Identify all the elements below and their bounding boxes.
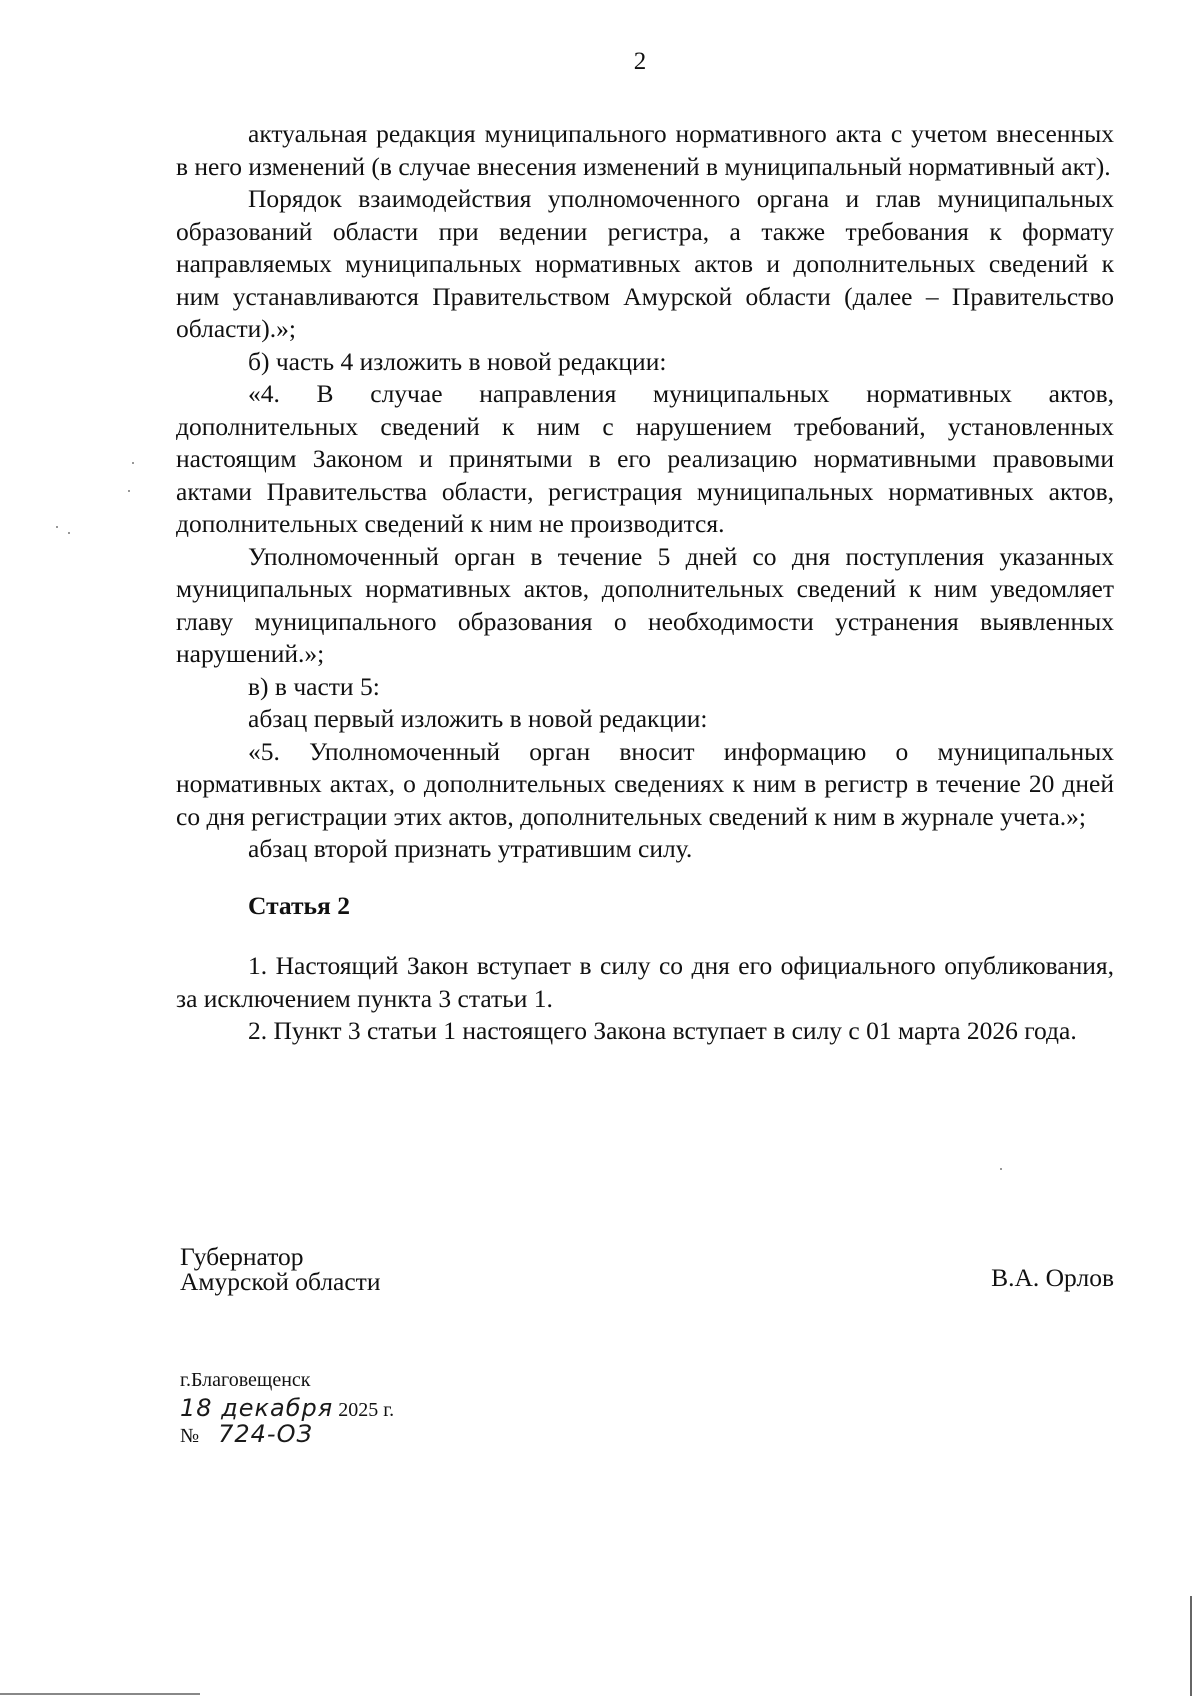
number-line <box>180 1422 394 1448</box>
article-2-paragraph: 2. Пункт 3 статьи 1 настоящего Закона вступает в силу с 01 марта 2026 года. <box>248 1016 1077 1045</box>
paragraph: абзац первый изложить в новой редакции: <box>248 704 708 733</box>
article-2-heading: Статья 2 <box>248 890 350 920</box>
document-body <box>176 118 1114 1048</box>
signature-title <box>180 1244 380 1294</box>
number-sign: № <box>180 1425 200 1447</box>
place-date-number <box>180 1368 394 1448</box>
paragraph: б) часть 4 изложить в новой редакции: <box>248 346 667 376</box>
scan-speck <box>128 490 130 492</box>
handwritten-number: 724-ОЗ <box>218 1420 313 1448</box>
article-2-paragraph: 1. Настоящий Закон вступает в силу со дня его официального опубликования, за исключением пункта 3 статьи 1. <box>176 951 1114 1013</box>
paragraph: актуальная редакция муниципального нормативного акта с учетом внесенных в него изменений (в случае внесения изменений в муниципальный нормативный акт). <box>176 119 1114 181</box>
signature-title-line1: Губернатор <box>180 1242 304 1271</box>
date-line <box>180 1396 394 1422</box>
scan-bottom-mark <box>0 1693 200 1695</box>
paragraph: абзац второй признать утратившим силу. <box>248 834 693 863</box>
year: 2025 г. <box>338 1399 395 1421</box>
city: г.Благовещенск <box>180 1369 311 1391</box>
scan-speck <box>68 532 70 534</box>
paragraph: Уполномоченный орган в течение 5 дней со дня поступления указанных муниципальных нормативных актов, дополнительных сведений к ним уведомляет главу муниципального образования о необходимости устранения выявленных нарушений.»; <box>176 541 1114 668</box>
scan-speck <box>56 526 58 528</box>
paragraph: «4. В случае направления муниципальных нормативных актов, дополнительных сведений к ним с нарушением требований, установленных настоящим Законом и принятыми в его реализацию нормативными правовыми актами Правительства области, регистрация муниципальных нормативных актов, дополнительных сведений к ним не производится. <box>176 379 1114 538</box>
spacer <box>176 922 1114 950</box>
signature-name: В.А. Орлов <box>991 1263 1114 1292</box>
scan-speck <box>1000 1168 1002 1170</box>
paragraph: «5. Уполномоченный орган вносит информацию о муниципальных нормативных актах, о дополнительных сведениях к ним в регистр в течение 20 дней со дня регистрации этих актов, дополнительных сведений к ним в журнале учета.»; <box>176 736 1114 831</box>
paragraph: Порядок взаимодействия уполномоченного органа и глав муниципальных образований области при ведении регистра, а также требования к формату направляемых муниципальных нормативных актов и дополнительных сведений к ним устанавливаются Правительством Амурской области (далее – Правительство области).»; <box>176 184 1114 343</box>
page-number: 2 <box>633 48 647 75</box>
paragraph: в) в части 5: <box>248 671 380 701</box>
handwritten-date: 18 декабря <box>180 1394 334 1422</box>
scan-edge-mark <box>1190 1596 1192 1696</box>
signature-title-line2: Амурской области <box>180 1267 381 1296</box>
scan-speck <box>132 462 134 464</box>
